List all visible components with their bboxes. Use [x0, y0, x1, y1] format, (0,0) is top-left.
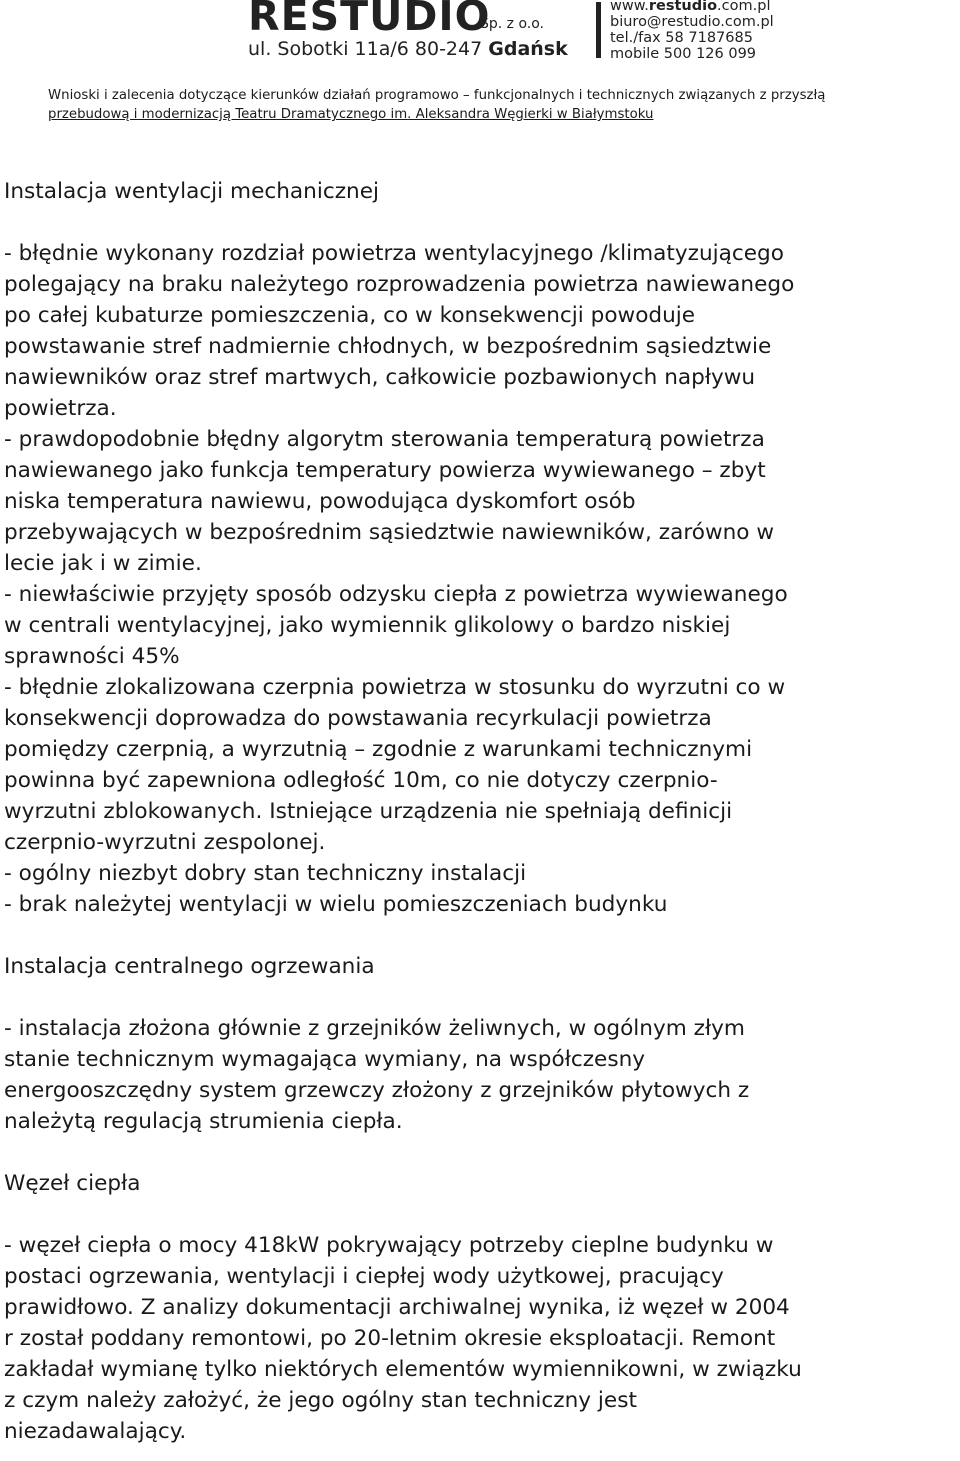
email-link[interactable]: biuro@restudio.com.pl: [610, 14, 774, 30]
section-heat-node: [4, 1168, 959, 1447]
company-logo: RESTUDIO: [248, 0, 491, 40]
section-text: - instalacja złożona głównie z grzejników żeliwnych, w ogólnym złym stanie technicznym wymagająca wymiany, na współczesny energooszczędny system grzewczy złożony z grzejników płytowych z należytą regulacją strumienia ciepła.: [4, 1016, 750, 1134]
subject-line-2: przebudową i modernizacją Teatru Dramatycznego im. Aleksandra Węgierki w Białymstoku: [48, 107, 654, 122]
section-text: - węzeł ciepła o mocy 418kW pokrywający potrzeby cieplne budynku w postaci ogrzewania, wentylacji i ciepłej wody użytkowej, pracujący prawidłowo. Z analizy dokumentacji archiwalnej wynika, iż węzeł w 2004 r został poddany remontowi, po 20-letnim okresie eksploatacji. Remont zakładał wymianę tylko niektórych elementów wymiennikowni, w związku z czym należy założyć, że jego ogólny stan techniczny jest niezadawalający.: [4, 1233, 802, 1444]
phone-number: tel./fax 58 7187685: [610, 30, 753, 46]
address-street: ul. Sobotki 11a/6 80-247: [248, 38, 483, 60]
section-ventilation: [4, 176, 959, 920]
company-address: [248, 38, 568, 60]
mobile-number: mobile 500 126 099: [610, 46, 757, 62]
document-subject: [48, 86, 938, 124]
section-text: - błędnie wykonany rozdział powietrza wentylacyjnego /klimatyzującego polegający na braku należytego rozprowadzenia powietrza nawiewanego po całej kubaturze pomieszczenia, co w konsekwencji powoduje powstawanie stref nadmiernie chłodnych, w bezpośrednim sąsiedztwie nawiewników oraz stref martwych, całkowicie pozbawionych napływu powietrza. - prawdopodobnie błędny algorytm sterowania temperaturą powietrza nawiewanego jako funkcja temperatury powierza wywiewanego – zbyt niska temperatura nawiewu, powodująca dyskomfort osób przebywających w bezpośrednim sąsiedztwie nawiewników, zarówno w lecie jak i w zimie. - niewłaściwie przyjęty sposób odzysku ciepła z powietrza wywiewanego w centrali wentylacyjnej, jako wymiennik glikolowy o bardzo niskiej sprawności 45% - błędnie zlokalizowana czerpnia powietrza w stosunku do wyrzutni co w konsekwencji doprowadza do powstawania recyrkulacji powietrza pomiędzy czerpnią, a wyrzutnią – zgodnie z warunkami technicznymi powinna być zapewniona odległość 10m, co nie dotyczy czerpnio- wyrzutni zblokowanych. Istniejące urządzenia nie spełniają definicji czerpnio-wyrzutni zespolonej. - ogólny niezbyt dobry stan techniczny instalacji - brak należytej wentylacji w wielu pomieszczeniach budynku: [4, 241, 795, 917]
letterhead: [248, 0, 774, 72]
section-heading: Instalacja wentylacji mechanicznej: [4, 179, 380, 204]
section-heading: Węzeł ciepła: [4, 1171, 141, 1196]
contact-block: [610, 0, 774, 62]
section-central-heating: [4, 951, 959, 1137]
company-suffix: Sp. z o.o.: [480, 16, 545, 32]
address-city: Gdańsk: [488, 38, 568, 60]
website-link[interactable]: www.restudio.com.pl: [610, 0, 771, 14]
subject-line-1: Wnioski i zalecenia dotyczące kierunków działań programowo – funkcjonalnych i technicznych związanych z przyszłą: [48, 88, 826, 103]
letterhead-divider: [596, 2, 601, 58]
section-heading: Instalacja centralnego ogrzewania: [4, 954, 375, 979]
document-body: [4, 176, 959, 1447]
